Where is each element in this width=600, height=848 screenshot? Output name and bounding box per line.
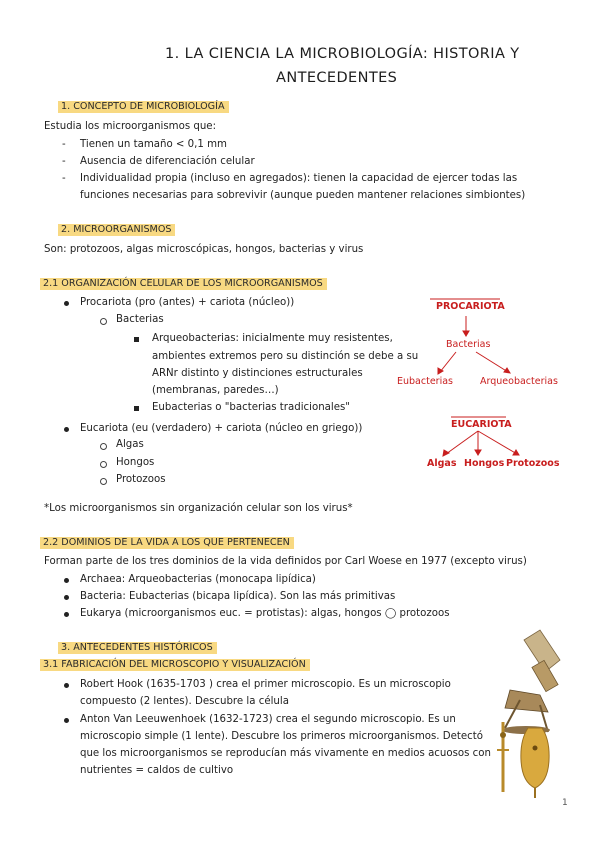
list-item: - Ausencia de diferenciación celular — [80, 155, 255, 169]
section-heading-antecedentes: 3. ANTECEDENTES HISTÓRICOS — [58, 642, 217, 654]
list-item-bacteria: Bacteria: Eubacterias (bicapa lipídica). Son las más primitivas — [80, 591, 396, 602]
list-item-bacterias: Bacterias — [116, 314, 164, 325]
page-title-line2: ANTECEDENTES — [276, 70, 398, 86]
note: *Los microorganismos sin organización celular son los virus* — [44, 503, 353, 514]
list-item-archaea: Archaea: Arqueobacterias (monocapa lipídica) — [80, 574, 316, 585]
section-heading-microorganismos: 2. MICROORGANISMOS — [58, 224, 175, 236]
list-item-hook-cont: compuesto (2 lentes). Descubre la célula — [80, 696, 289, 707]
section-heading-dominios: 2.2 DOMINIOS DE LA VIDA A LOS QUE PERTENECEN — [40, 537, 294, 549]
diagram-hongos: Hongos — [464, 458, 505, 469]
list-item-hongos: Hongos — [116, 457, 155, 468]
paragraph: Son: protozoos, algas microscópicas, hongos, bacterias y virus — [44, 244, 364, 255]
diagram-arqueobacterias: Arqueobacterias — [480, 376, 558, 387]
page-title: 1. LA CIENCIA LA MICROBIOLOGÍA: HISTORIA Y — [165, 46, 520, 62]
diagram-eubacterias: Eubacterias — [397, 376, 453, 387]
list-item-hook: Robert Hook (1635-1703 ) crea el primer microscopio. Es un microscopio — [80, 679, 451, 690]
intro-text: Estudia los microorganismos que: — [44, 121, 217, 132]
list-item-leeuwenhoek-cont: que los microorganismos se reproducían más vivamente en medios acuosos con — [80, 748, 491, 759]
arqueo-line: ambientes extremos pero su distinción se debe a su — [152, 351, 419, 362]
list-item-procariota: Procariota (pro (antes) + cariota (núcleo)) — [80, 297, 295, 308]
diagram-bacterias: Bacterias — [446, 339, 491, 350]
list-item-continued: funciones necesarias para sobrevivir (aunque pueden mantener relaciones simbiontes) — [80, 190, 526, 201]
arqueo-line: Arqueobacterias: inicialmente muy resistentes, — [152, 333, 393, 344]
compound-microscope-image — [502, 630, 560, 734]
diagram-eucariota: EUCARIOTA — [451, 419, 512, 430]
list-item-leeuwenhoek-cont: microscopio simple (1 lente). Descubre los primeros microorganismos. Detectó — [80, 731, 483, 742]
section-heading-organizacion: 2.1 ORGANIZACIÓN CELULAR DE LOS MICROORGANISMOS — [40, 278, 327, 290]
list-item-leeuwenhoek: Anton Van Leeuwenhoek (1632-1723) crea el segundo microscopio. Es un — [80, 714, 456, 725]
list-item: - Individualidad propia (incluso en agregados): tienen la capacidad de ejercer todas las — [80, 172, 517, 186]
arqueo-line: ARNr distinto y distinciones estructurales — [152, 368, 363, 379]
diagram-protozoos: Protozoos — [506, 458, 560, 469]
list-item-eukarya: Eukarya (microorganismos euc. = protistas): algas, hongos ◯ protozoos — [80, 608, 450, 619]
paragraph: Forman parte de los tres dominios de la vida definidos por Carl Woese en 1977 (excepto virus) — [44, 556, 527, 567]
list-item: - Tienen un tamaño < 0,1 mm — [80, 138, 227, 152]
list-item-eubacterias: Eubacterias o "bacterias tradicionales" — [152, 402, 350, 413]
page-number: 1 — [562, 798, 568, 808]
diagram-algas: Algas — [427, 458, 457, 469]
subsection-heading-microscopio: 3.1 FABRICACIÓN DEL MICROSCOPIO Y VISUALIZACIÓN — [40, 659, 310, 671]
diagram-procariota: PROCARIOTA — [436, 301, 505, 312]
section-heading-concepto: 1. CONCEPTO DE MICROBIOLOGÍA — [58, 101, 229, 113]
list-item-algas: Algas — [116, 439, 144, 450]
arqueo-line: (membranas, paredes…) — [152, 385, 279, 396]
list-item-leeuwenhoek-cont: nutrientes = caldos de cultivo — [80, 765, 234, 776]
list-item-protozoos: Protozoos — [116, 474, 166, 485]
list-item-eucariota: Eucariota (eu (verdadero) + cariota (núcleo en griego)) — [80, 423, 363, 434]
